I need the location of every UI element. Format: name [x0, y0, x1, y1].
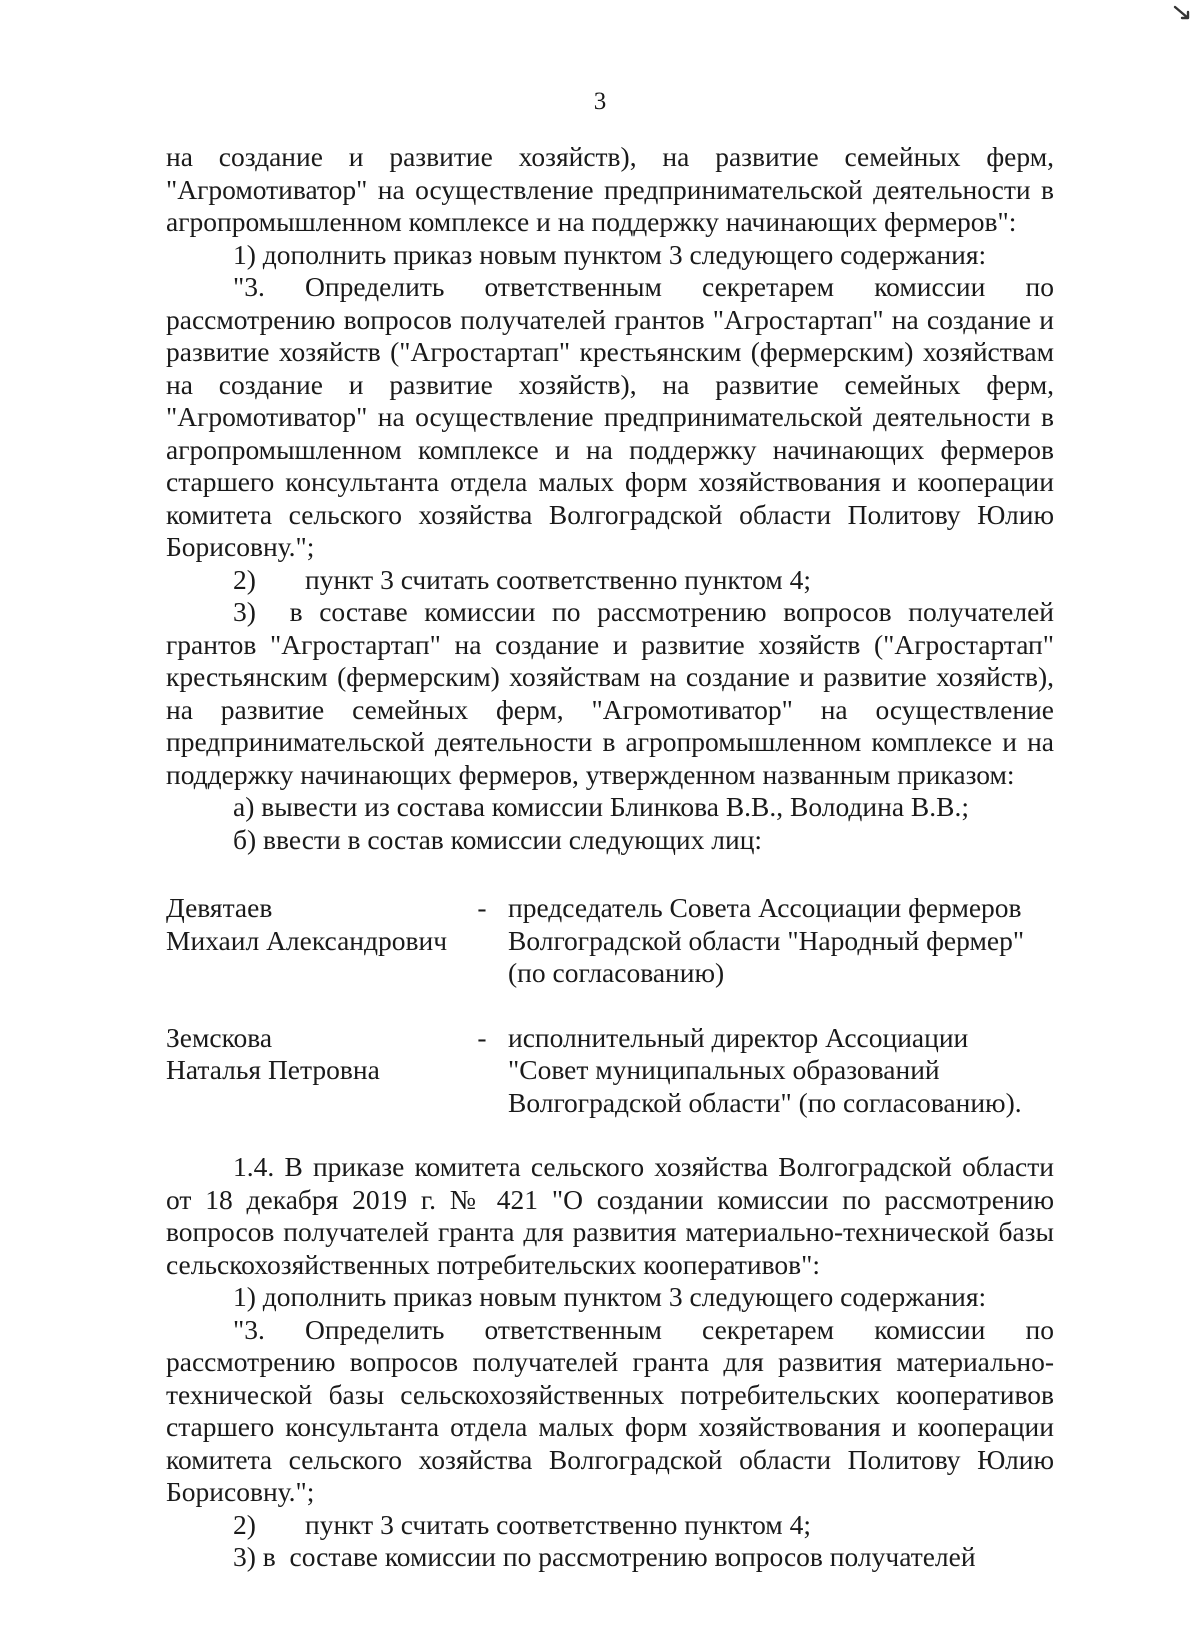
paragraph: 1) дополнить приказ новым пунктом 3 следующего содержания:: [233, 238, 987, 270]
item-text: составе комиссии по рассмотрению вопросов получателей: [289, 1541, 976, 1572]
paragraph: а) вывести из состава комиссии Блинкова В.В., Володина В.В.;: [233, 791, 970, 822]
paragraph: [166, 1509, 1054, 1542]
paragraph: 1.4. В приказе комитета сельского хозяйства Волгоградской области от 18 декабря 2019 г. № 421 "О создании комиссии по рассмотрению вопросов получателей гранта для развития материально-технической базы сельскохозяйственных потребительских кооперативов":: [166, 1151, 1054, 1280]
paragraph: 1) дополнить приказ новым пунктом 3 следующего содержания:: [233, 1281, 987, 1312]
member-name: [166, 1022, 466, 1087]
item-number: 2): [233, 1508, 256, 1540]
member-given-names: Наталья Петровна: [166, 1054, 380, 1085]
item-number: 2): [233, 563, 256, 595]
member-dash: -: [477, 1021, 487, 1053]
members-list: [166, 892, 1054, 1119]
member-surname: Девятаев: [166, 892, 273, 923]
member-role: председатель Совета Ассоциации фермеров Волгоградской области "Народный фермер" (по согласованию): [508, 892, 1025, 988]
item-text: пункт 3 считать соответственно пунктом 4;: [305, 563, 811, 595]
member-row: [166, 892, 1054, 990]
paragraph: [166, 564, 1054, 597]
page-number: 3: [593, 88, 607, 115]
paragraph: на создание и развитие хозяйств), на развитие семейных ферм, "Агромотиватор" на осуществление предпринимательской деятельности в агропромышленном комплексе и на поддержку начинающих фермеров":: [166, 141, 1054, 237]
member-name: [166, 892, 466, 957]
member-row: [166, 1022, 1054, 1120]
item-number: 3): [233, 596, 256, 627]
member-given-names: Михаил Александрович: [166, 924, 448, 956]
paragraph: б) ввести в состав комиссии следующих лиц:: [233, 823, 763, 855]
paragraph: [166, 596, 1054, 791]
member-surname: Земскова: [166, 1021, 273, 1053]
item-text: пункт 3 считать соответственно пунктом 4;: [305, 1508, 811, 1540]
member-dash: -: [477, 892, 487, 923]
document-body: [166, 141, 1054, 1574]
item-number: 3) в: [233, 1541, 276, 1572]
paragraph: "3. Определить ответственным секретарем комиссии по рассмотрению вопросов получателей грантов "Агростартап" на создание и развитие хозяйств ("Агростартап" крестьянским (фермерским) хозяйствам на создание и развитие хозяйств), на развитие семейных ферм, "Агромотиватор" на осуществление предпринимательской деятельности в агропромышленном комплексе и на поддержку начинающих фермеров старшего консультанта отдела малых форм хозяйствования и кооперации комитета сельского хозяйства Волгоградской области Политову Юлию Борисовну.";: [166, 271, 1054, 562]
item-text: в составе комиссии по рассмотрению вопросов получателей грантов "Агростартап" на создание и развитие хозяйств ("Агростартап" крестьянским (фермерским) хозяйствам на создание и развитие хозяйств), на развитие семейных ферм, "Агромотиватор" на осуществление предпринимательской деятельности в агропромышленном комплексе и на поддержку начинающих фермеров, утвержденном названным приказом:: [166, 596, 1054, 790]
paragraph: "3. Определить ответственным секретарем комиссии по рассмотрению вопросов получателей гранта для развития материально-технической базы сельскохозяйственных потребительских кооперативов старшего консультанта отдела малых форм хозяйствования и кооперации комитета сельского хозяйства Волгоградской области Политову Юлию Борисовну.";: [166, 1313, 1054, 1507]
corner-mark-icon: [1172, 4, 1192, 26]
member-role: исполнительный директор Ассоциации "Совет муниципальных образований Волгоградской области" (по согласованию).: [508, 1021, 1022, 1118]
paragraph: [166, 1541, 1054, 1574]
